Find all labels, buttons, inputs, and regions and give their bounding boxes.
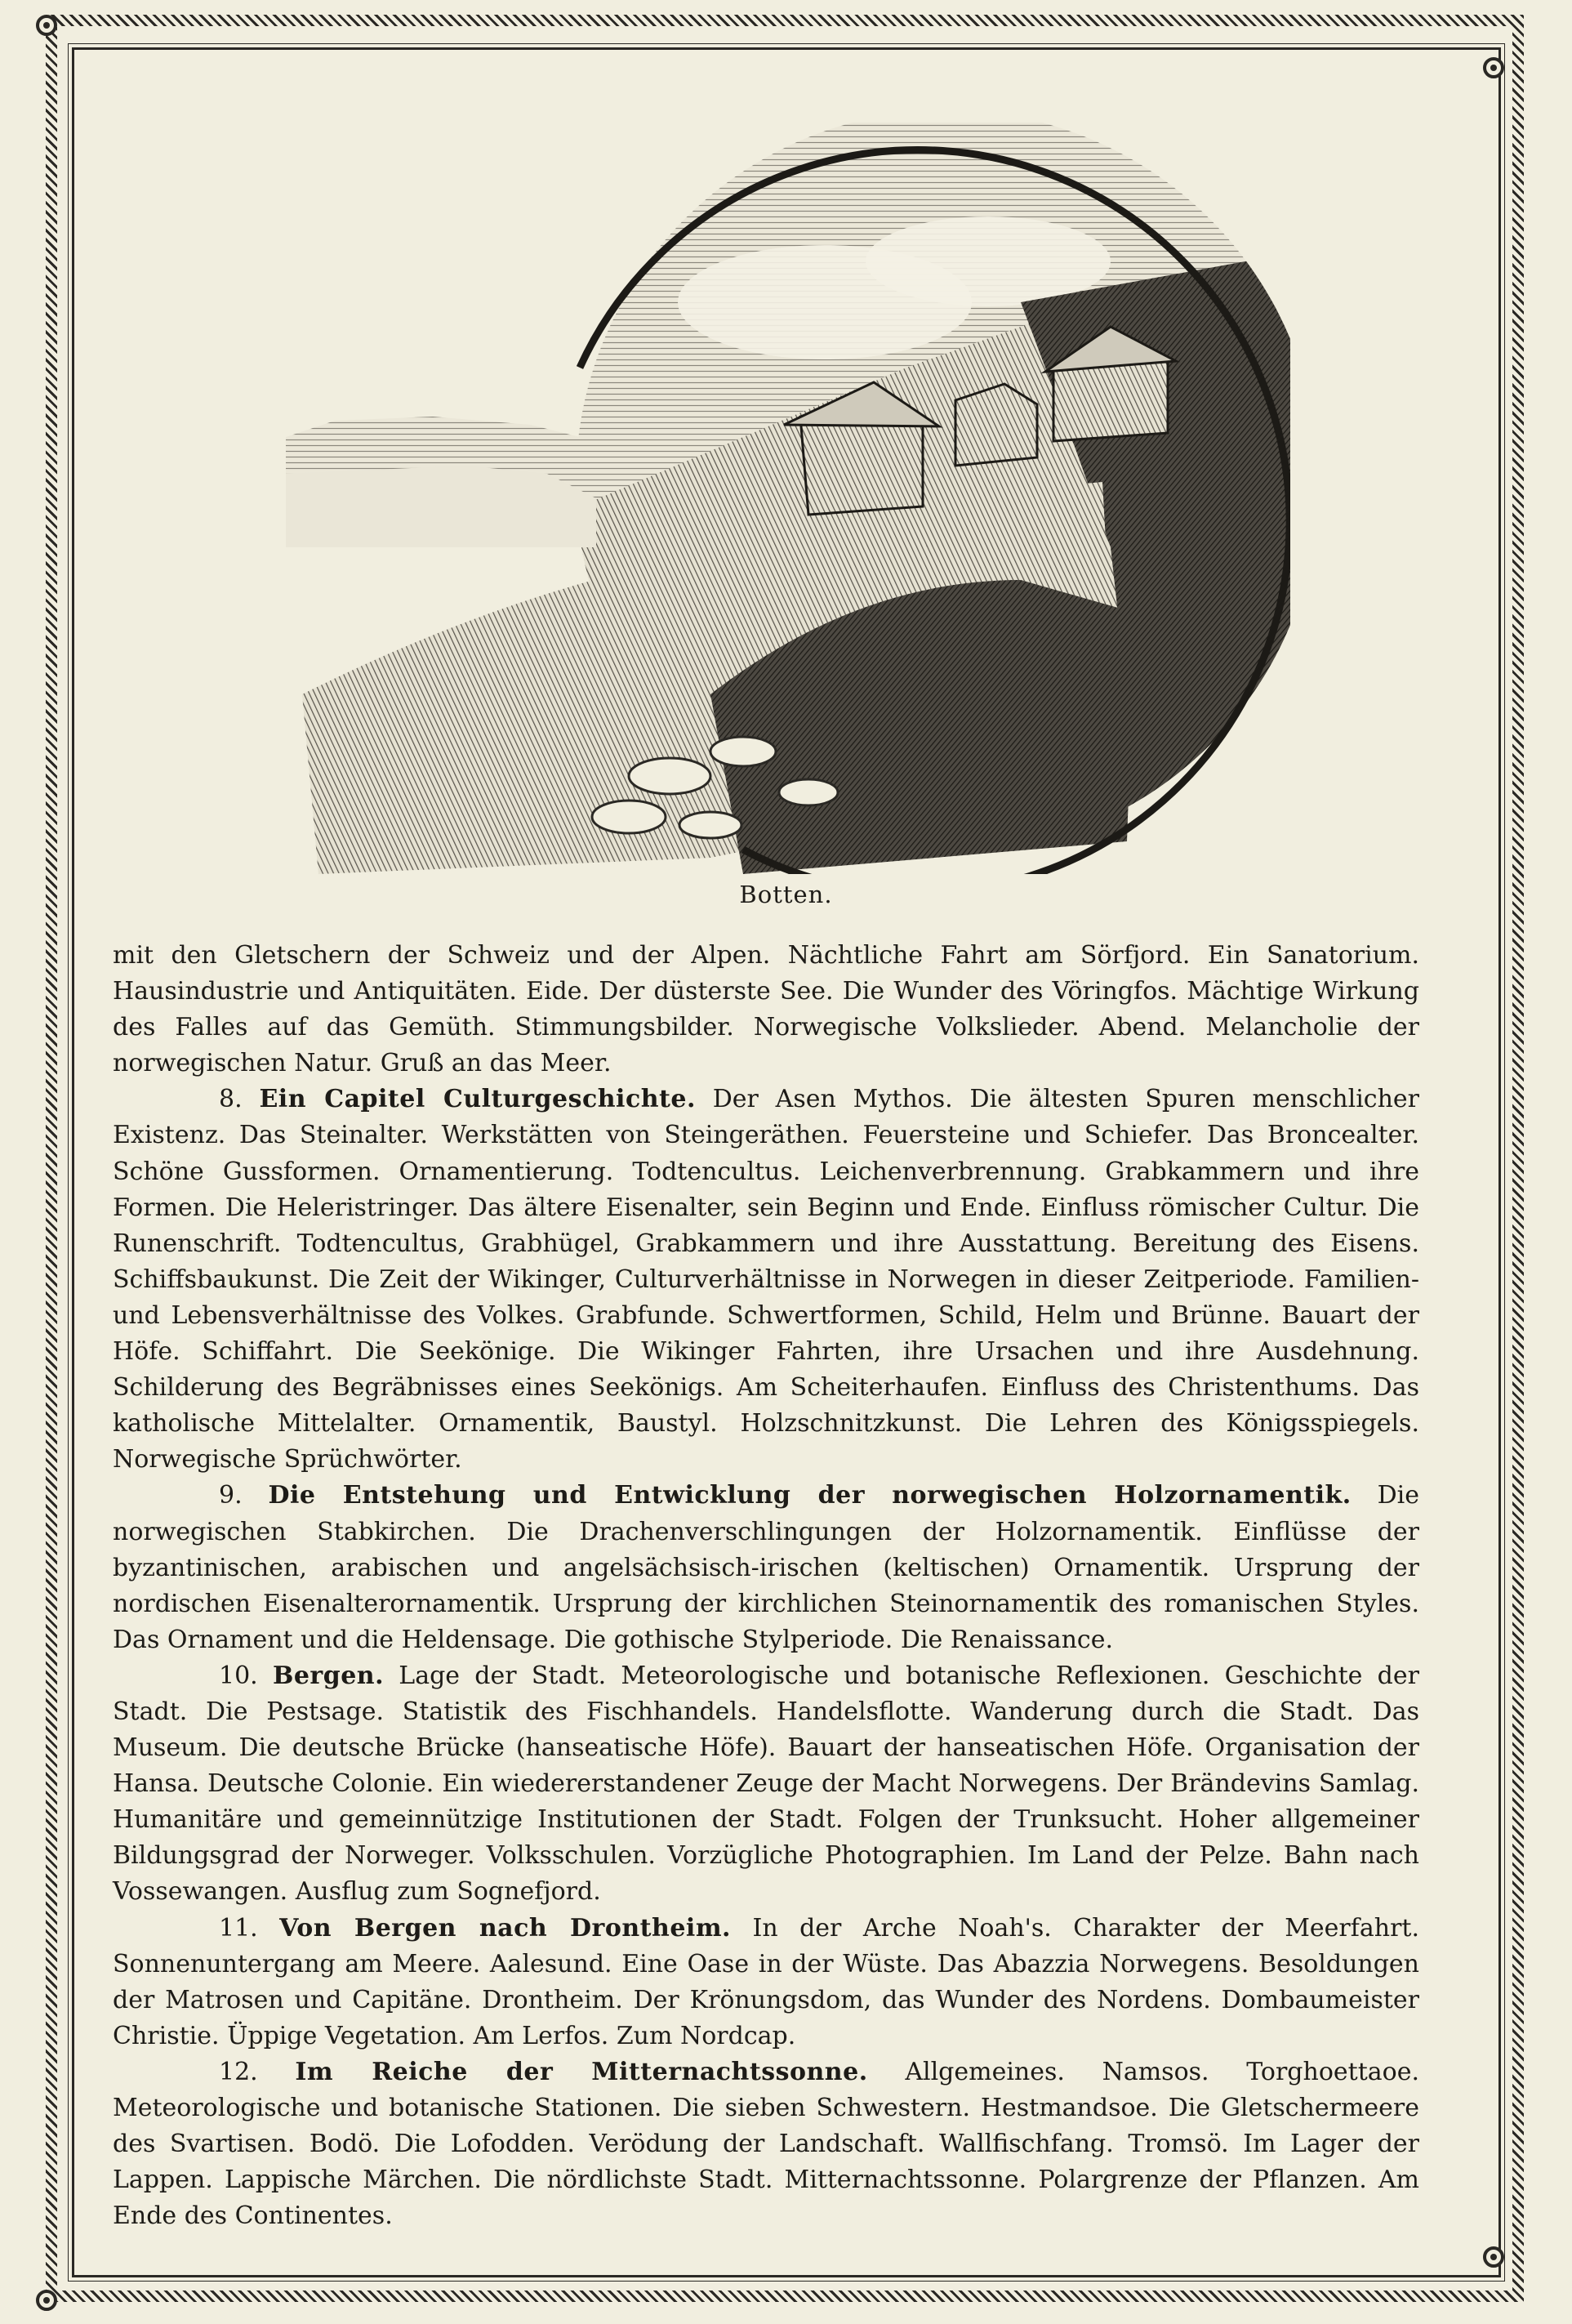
paragraph-text: Lage der Stadt. Meteorologische und botanische Reflexionen. Geschichte der Stadt. Die Pestsage. Statistik des Fischhandels. Handelsflotte. Wanderung durch die Stadt. Das Museum. Die deutsche Brücke (hanseatische Höfe). Bauart der hanseatischen Höfe. Organisation der Hansa. Deutsche Colonie. Ein wiedererstandener Zeuge der Macht Norwegens. Der Brändevins Samlag. Humanitäre und gemeinnützige Institutionen der Stadt. Folgen der Trunksucht. Hoher allgemeiner Bildungsgrad der Norweger. Volksschulen. Vorzügliche Photographien. Im Land der Pelze. Bahn nach Vossewangen. Ausflug zum Sognefjord.	[113, 1661, 1419, 1907]
paragraph-text: mit den Gletschern der Schweiz und der Alpen. Nächtliche Fahrt am Sörfjord. Ein Sanatorium. Hausindustrie und Antiquitäten. Eide. Der düsterste See. Die Wunder des Vöringfos. Mächtige Wirkung des Falles auf das Gemüth. Stimmungsbilder. Norwegische Volkslieder. Abend. Melancholie der norwegischen Natur. Gruß an das Meer.	[113, 941, 1419, 1078]
paragraph-continuation	[113, 938, 1419, 1082]
engraving-illustration	[286, 123, 1290, 874]
chapter-number: 9.	[219, 1481, 243, 1510]
chapter-number: 11.	[219, 1913, 258, 1943]
chapter-heading: Von Bergen nach Drontheim.	[279, 1913, 732, 1943]
paragraph-text: Die norwegischen Stabkirchen. Die Drachenverschlingungen der Holzornamentik. Einflüsse der byzantinischen, arabischen und angelsächsisch-irischen (keltischen) Ornamentik. Ursprung der nordischen Eisenalterornamentik. Ursprung der kirchlichen Steinornamentik des romanischen Styles. Das Ornament und die Heldensage. Die gothische Stylperiode. Die Renaissance.	[113, 1481, 1419, 1654]
chapter-number: 10.	[219, 1661, 258, 1690]
paragraph-text: Der Asen Mythos. Die ältesten Spuren menschlicher Existenz. Das Steinalter. Werkstätten von Steingeräthen. Feuersteine und Schiefer. Das Broncealter. Schöne Gussformen. Ornamentierung. Todtencultus. Leichenverbrennung. Grabkammern und ihre Formen. Die Heleristringer. Das ältere Eisenalter, sein Beginn und Ende. Einfluss römischer Cultur. Die Runenschrift. Todtencultus, Grabhügel, Grabkammern und ihre Ausstattung. Bereitung des Eisens. Schiffsbaukunst. Die Zeit der Wikinger, Culturverhältnisse in Norwegen in dieser Zeitperiode. Familien- und Lebensverhältnisse des Volkes. Grabfunde. Schwertformen, Schild, Helm und Brünne. Bauart der Höfe. Schiffahrt. Die Seekönige. Die Wikinger Fahrten, ihre Ursachen und ihre Ausdehnung. Schilderung des Begräbnisses eines Seekönigs. Am Scheiterhaufen. Einfluss des Christenthums. Das katholische Mittelalter. Ornamentik, Baustyl. Holzschnitzkunst. Die Lehren des Königsspiegels. Norwegische Sprüchwörter.	[113, 1085, 1420, 1474]
contents-text	[113, 938, 1419, 2234]
chapter-number: 8.	[219, 1085, 243, 1114]
chapter-heading: Ein Capitel Culturgeschichte.	[259, 1085, 696, 1114]
chapter-heading: Im Reiche der Mitternachtssonne.	[295, 2057, 868, 2086]
paragraph-chapter-8	[113, 1082, 1419, 1478]
illustration-caption: Botten.	[739, 881, 833, 908]
corner-ornament-icon	[36, 2290, 57, 2311]
paragraph-chapter-11	[113, 1911, 1419, 2054]
chapter-heading: Die Entstehung und Entwicklung der norwegischen Holzornamentik.	[268, 1481, 1352, 1510]
chapter-heading: Bergen.	[272, 1661, 385, 1690]
corner-ornament-icon	[1483, 2246, 1504, 2268]
corner-ornament-icon	[1483, 57, 1504, 78]
paragraph-chapter-9	[113, 1478, 1419, 1657]
corner-ornament-icon	[36, 15, 57, 36]
chapter-number: 12.	[219, 2057, 258, 2086]
paragraph-chapter-12	[113, 2054, 1419, 2234]
paragraph-text: Allgemeines. Namsos. Torghoettaoe. Meteorologische und botanische Stationen. Die sieben Schwestern. Hestmandsoe. Die Gletschermeere des Svartisen. Bodö. Die Lofodden. Verödung der Landschaft. Wallfischfang. Tromsö. Im Lager der Lappen. Lappische Märchen. Die nördlichste Stadt. Mitternachtssonne. Polargrenze der Pflanzen. Am Ende des Continentes.	[113, 2057, 1420, 2231]
paragraph-text: In der Arche Noah's. Charakter der Meerfahrt. Sonnenuntergang am Meere. Aalesund. Eine Oase in der Wüste. Das Abazzia Norwegens. Besoldungen der Matrosen und Capitäne. Drontheim. Der Krönungsdom, das Wunder des Nordens. Dombaumeister Christie. Üppige Vegetation. Am Lerfos. Zum Nordcap.	[113, 1913, 1419, 2050]
paragraph-chapter-10	[113, 1658, 1419, 1911]
